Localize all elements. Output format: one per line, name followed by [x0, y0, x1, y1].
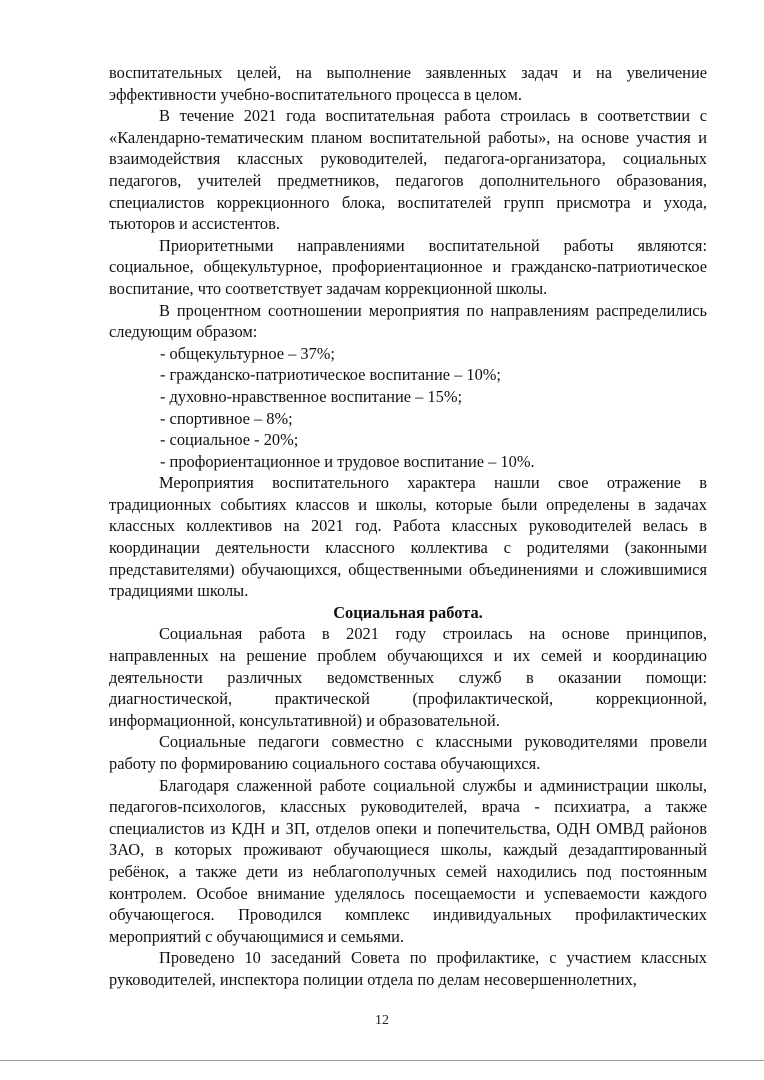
section-heading: Социальная работа. [333, 602, 483, 622]
paragraph-social-pedagogues: Социальные педагоги совместно с классными руководителями провели работу по формированию социального состава обучающихся. [109, 732, 707, 773]
footer-divider [0, 1060, 764, 1061]
page-number: 12 [375, 1013, 389, 1028]
paragraph-priorities: Приоритетными направлениями воспитательной работы являются: социальное, общекультурное, профориентационное и гражданско-патриотическое воспитание, что соответствует задачам коррекционной школы. [109, 235, 707, 298]
paragraph-social-principles: Социальная работа в 2021 году строилась на основе принципов, направленных на решение проблем обучающихся и их семей и координацию деятельности различных ведомственных служб в оказании помощи: диагностической, практической (профилактической, коррекционной, информационной, консультативной) и образовательной. [109, 624, 707, 730]
paragraph-events: Мероприятия воспитательного характера нашли свое отражение в традиционных событиях классов и школы, которые были определены в задачах классных коллективов на 2021 год. Работа классных руководителей велась в координации деятельности классного коллектива с родителями (законными представителями) обучающихся, общественными объединениями и сложившимися традициями школы. [109, 473, 707, 601]
list-item: - спортивное – 8%; [160, 408, 293, 428]
list-item: - гражданско-патриотическое воспитание – 10%; [160, 365, 501, 385]
list-item: - общекультурное – 37%; [160, 343, 335, 363]
paragraph-social-service: Благодаря слаженной работе социальной службы и администрации школы, педагогов-психологов, классных руководителей, врача - психиатра, а также специалистов из КДН и ЗП, отделов опеки и попечительства, ОДН ОМВД районов ЗАО, в которых проживают обучающиеся школы, каждый дезадаптированный ребёнок, а также дети из неблагополучных семей находились под постоянным контролем. Особое внимание уделялось посещаемости и успеваемости каждого обучающегося. Проводился комплекс индивидуальных профилактических мероприятий с обучающимися и семьями. [109, 775, 707, 946]
document-page [109, 62, 707, 991]
paragraph-percent-intro: В процентном соотношении мероприятия по направлениям распределились следующим образом: [109, 300, 707, 342]
paragraph-council: Проведено 10 заседаний Совета по профилактике, с участием классных руководителей, инспектора полиции отдела по делам несовершеннолетних, [109, 948, 707, 989]
list-item: - профориентационное и трудовое воспитание – 10%. [160, 451, 535, 471]
list-item: - духовно-нравственное воспитание – 15%; [160, 386, 463, 406]
list-item: - социальное - 20%; [160, 430, 299, 450]
paragraph-intro-continuation: воспитательных целей, на выполнение заявленных задач и на увеличение эффективности учебно-воспитательного процесса в целом. [109, 63, 707, 104]
paragraph-plan: В течение 2021 года воспитательная работа строилась в соответствии с «Календарно-тематическим планом воспитательной работы», на основе участия и взаимодействия классных руководителей, педагога-организатора, социальных педагогов, учителей предметников, педагогов дополнительного образования, специалистов коррекционного блока, воспитателей групп присмотра и ухода, тьюторов и ассистентов. [109, 106, 707, 234]
